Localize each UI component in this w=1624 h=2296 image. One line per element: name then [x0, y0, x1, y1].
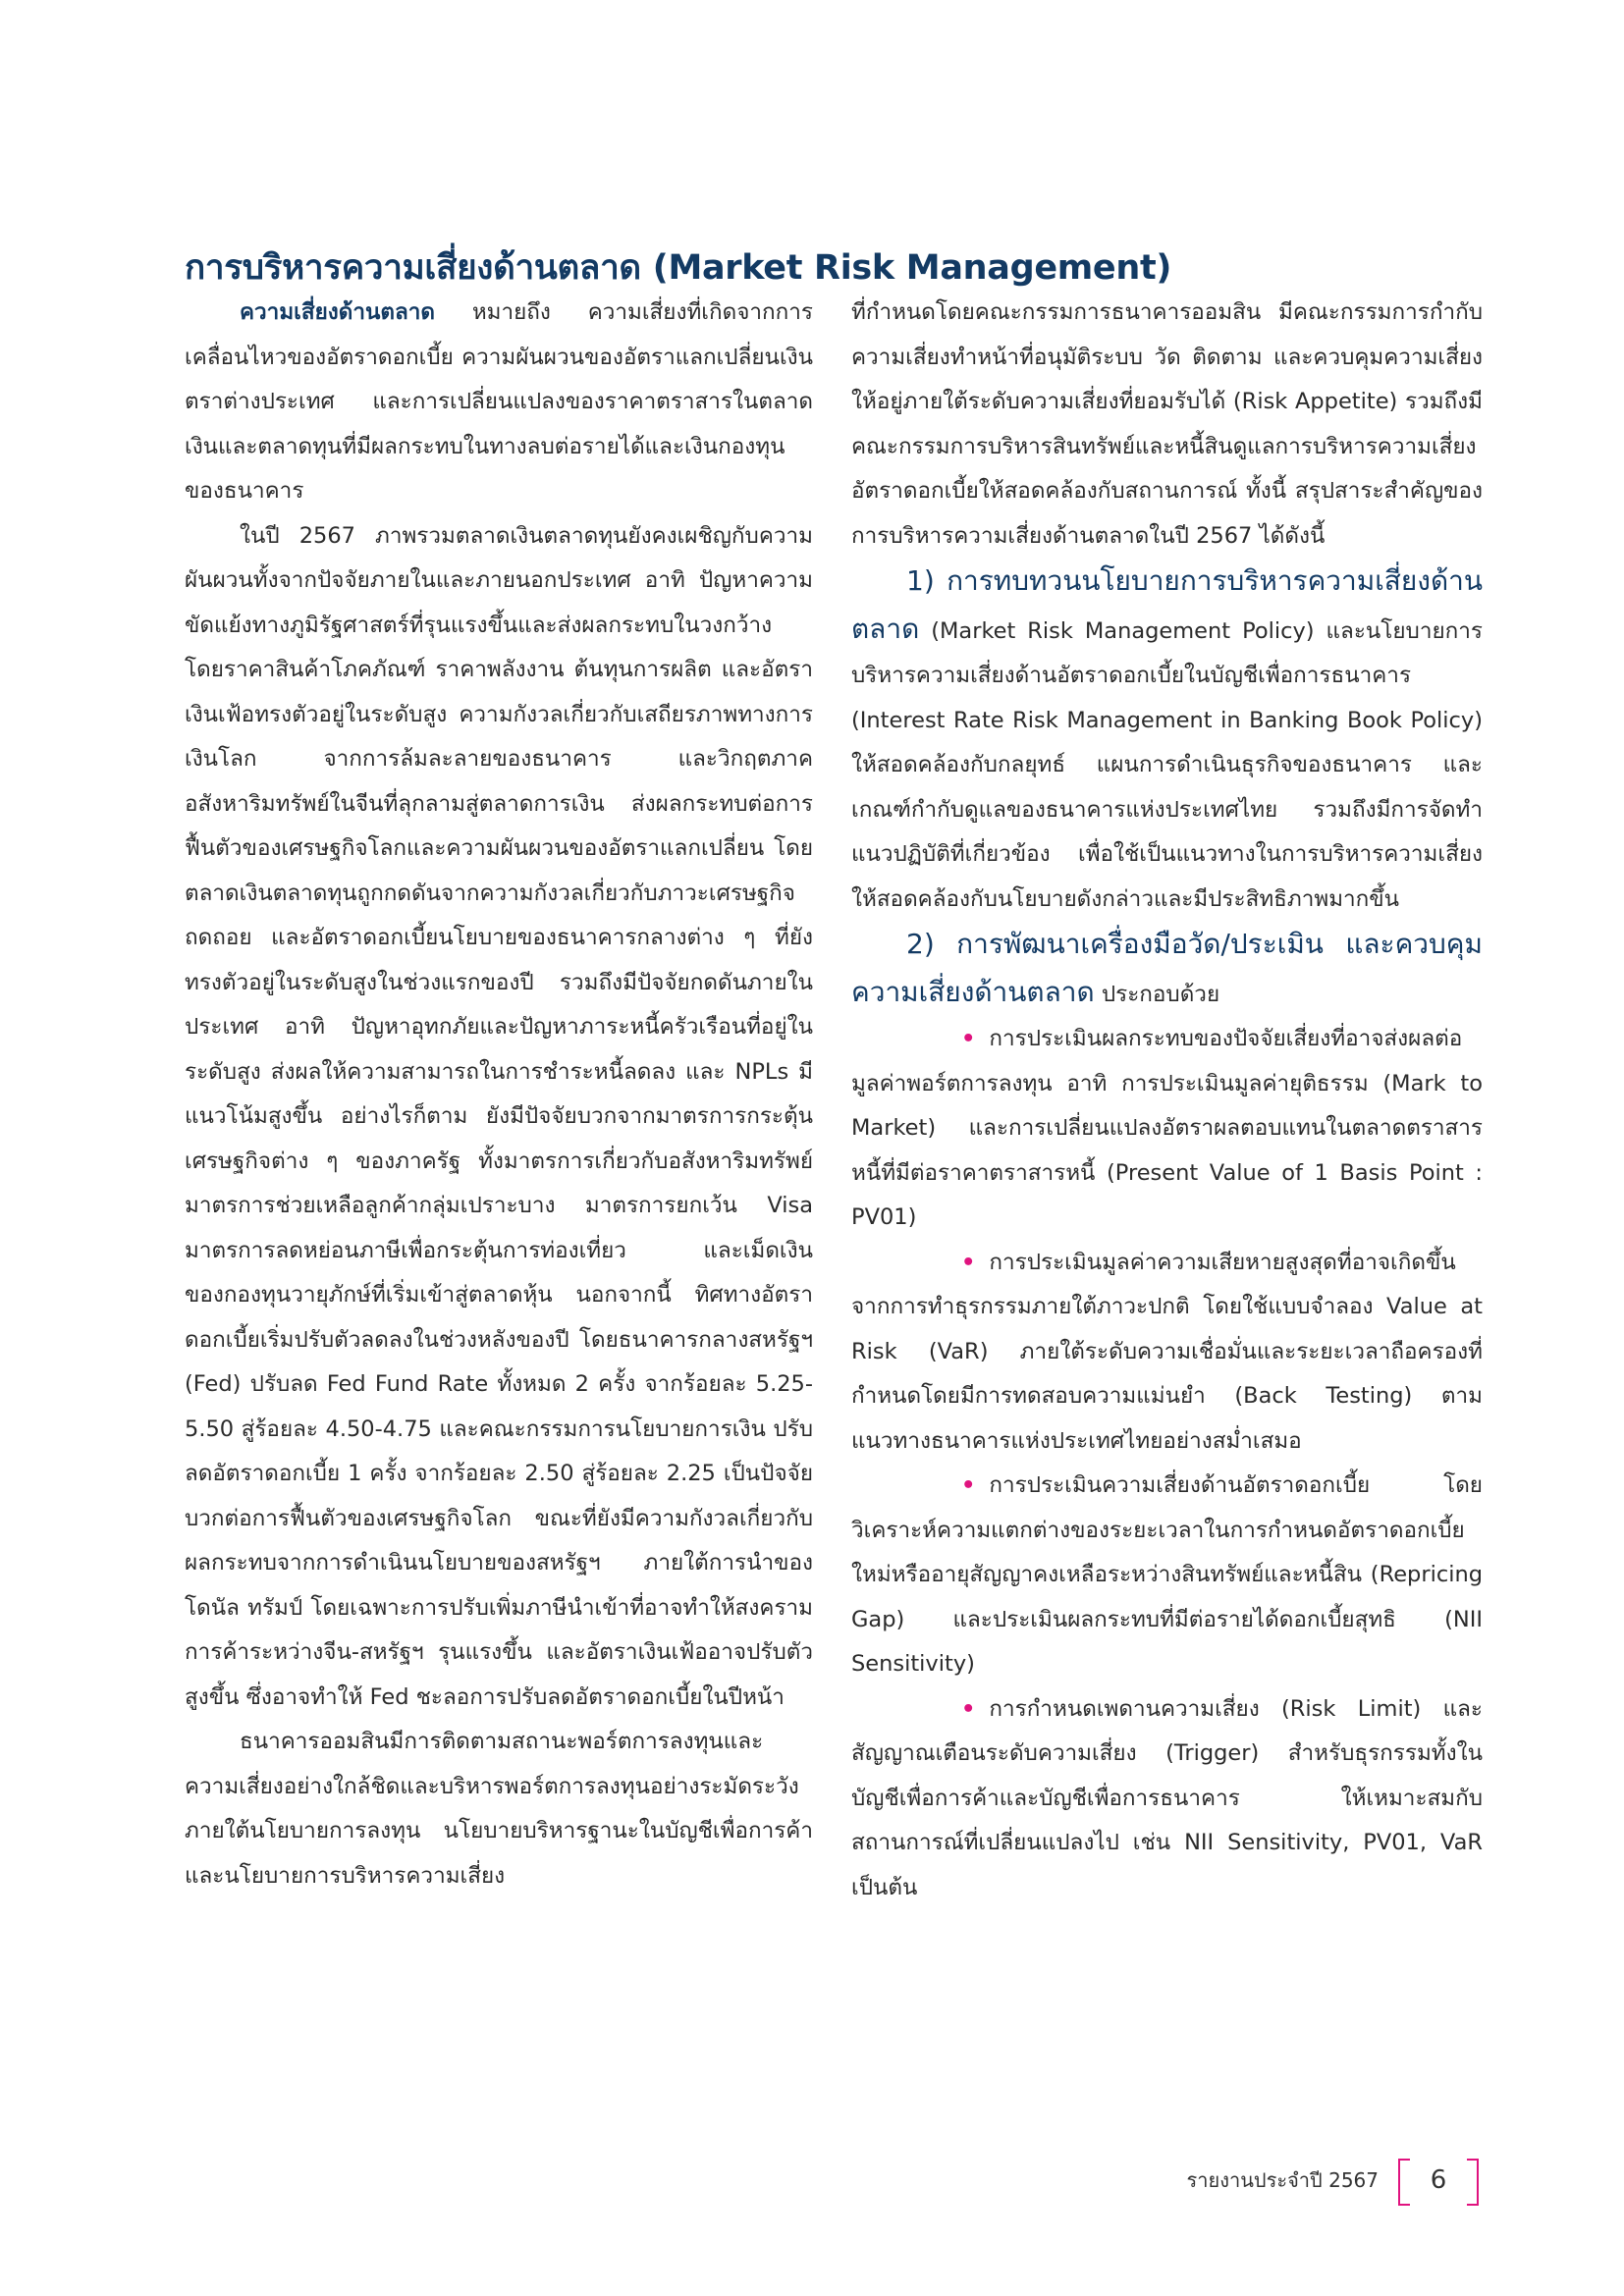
right-bracket-icon: [1467, 2159, 1479, 2206]
section-1-text: (Market Risk Management Policy) และนโยบายการบริหารความเสี่ยงด้านอัตราดอกเบี้ยในบัญชีเพื่อการธนาคาร (Interest Rate Risk Management in Banking Book Policy) ให้สอดคล้องกับกลยุทธ์ แผนการดำเนินธุรกิจของธนาคาร และเกณฑ์กำกับดูแลของธนาคารแห่งประเทศไทย รวมถึงมีการจัดทำแนวปฏิบัติที่เกี่ยวข้อง เพื่อใช้เป็นแนวทางในการบริหารความเสี่ยงให้สอดคล้องกับนโยบายดังกล่าวและมีประสิทธิภาพมากขึ้น: [851, 617, 1483, 912]
bullet-dot-icon: •: [961, 1472, 976, 1498]
gsb-monitoring-paragraph: ธนาคารออมสินมีการติดตามสถานะพอร์ตการลงทุนและความเสี่ยงอย่างใกล้ชิดและบริหารพอร์ตการลงทุนอย่างระมัดระวังภายใต้นโยบายการลงทุน นโยบายบริหารฐานะในบัญชีเพื่อการค้า และนโยบายการบริหารความเสี่ยง: [185, 1729, 813, 1889]
annual-report-label: รายงานประจำปี 2567: [1186, 2168, 1379, 2192]
bullet-dot-icon: •: [961, 1695, 976, 1722]
section-1: [851, 559, 1483, 922]
bullet-text: การประเมินความเสี่ยงด้านอัตราดอกเบี้ย โดยวิเคราะห์ความแตกต่างของระยะเวลาในการกำหนดอัตราดอกเบี้ยใหม่หรืออายุสัญญาคงเหลือระหว่างสินทรัพย์และหนี้สิน (Repricing Gap) และประเมินผลกระทบที่มีต่อรายได้ดอกเบี้ยสุทธิ (NII Sensitivity): [851, 1472, 1483, 1677]
bullet-dot-icon: •: [961, 1026, 976, 1051]
section-2-text: ประกอบด้วย: [1094, 981, 1220, 1007]
market-risk-term: ความเสี่ยงด้านตลาด: [240, 299, 436, 325]
left-bracket-icon: [1398, 2159, 1410, 2206]
section-2-heading: 2) การพัฒนาเครื่องมือวัด/ประเมิน และควบคุมความเสี่ยงด้านตลาด: [851, 928, 1483, 1008]
bullet-dot-icon: •: [961, 1249, 976, 1275]
bullet-text: การกำหนดเพดานความเสี่ยง (Risk Limit) และสัญญาณเตือนระดับความเสี่ยง (Trigger) สำหรับธุรกรรมทั้งในบัญชีเพื่อการค้าและบัญชีเพื่อการธนาคาร ให้เหมาะสมกับสถานการณ์ที่เปลี่ยนแปลงไป เช่น NII Sensitivity, PV01, VaR เป็นต้น: [851, 1695, 1483, 1900]
bullet-text: การประเมินผลกระทบของปัจจัยเสี่ยงที่อาจส่งผลต่อมูลค่าพอร์ตการลงทุน อาทิ การประเมินมูลค่ายุติธรรม (Mark to Market) และการเปลี่ยนแปลงอัตราผลตอบแทนในตลาดตราสารหนี้ที่มีต่อราคาตราสารหนี้ (Present Value of 1 Basis Point : PV01): [851, 1026, 1483, 1230]
section-1-heading: 1) การทบทวนนโยบายการบริหารความเสี่ยงด้านตลาด: [851, 564, 1483, 645]
right-column: [851, 291, 1483, 1910]
bullet-item: [851, 1687, 1483, 1911]
section-2: [851, 922, 1483, 1017]
bullet-item: [851, 1017, 1483, 1241]
left-column: [185, 291, 813, 1898]
page-title: การบริหารความเสี่ยงด้านตลาด (Market Risk Management): [185, 248, 1172, 289]
bullet-item: [851, 1241, 1483, 1465]
page-number-box: [1398, 2159, 1479, 2202]
bullet-text: การประเมินมูลค่าความเสียหายสูงสุดที่อาจเกิดขึ้นจากการทำธุรกรรมภายใต้ภาวะปกติ โดยใช้แบบจำลอง Value at Risk (VaR) ภายใต้ระดับความเชื่อมั่นและระยะเวลาถือครองที่กำหนดโดยมีการทดสอบความแม่นยำ (Back Testing) ตามแนวทางธนาคารแห่งประเทศไทยอย่างสม่ำเสมอ: [851, 1249, 1483, 1454]
definition-paragraph: [185, 291, 813, 514]
bullet-item: [851, 1464, 1483, 1687]
committee-paragraph: ที่กำหนดโดยคณะกรรมการธนาคารออมสิน มีคณะกรรมการกำกับความเสี่ยงทำหน้าที่อนุมัติระบบ วัด ติดตาม และควบคุมความเสี่ยงให้อยู่ภายใต้ระดับความเสี่ยงที่ยอมรับได้ (Risk Appetite) รวมถึงมีคณะกรรมการบริหารสินทรัพย์และหนี้สินดูแลการบริหารความเสี่ยงอัตราดอกเบี้ยให้สอดคล้องกับสถานการณ์ ทั้งนี้ สรุปสาระสำคัญของการบริหารความเสี่ยงด้านตลาดในปี 2567 ได้ดังนี้: [851, 299, 1483, 549]
definition-text: หมายถึง ความเสี่ยงที่เกิดจากการเคลื่อนไหวของอัตราดอกเบี้ย ความผันผวนของอัตราแลกเปลี่ยนเงินตราต่างประเทศ และการเปลี่ยนแปลงของราคาตราสารในตลาดเงินและตลาดทุนที่มีผลกระทบในทางลบต่อรายได้และเงินกองทุนของธนาคาร: [185, 299, 813, 504]
page-footer: [1187, 2156, 1479, 2205]
market-overview-paragraph: ในปี 2567 ภาพรวมตลาดเงินตลาดทุนยังคงเผชิญกับความผันผวนทั้งจากปัจจัยภายในและภายนอกประเทศ อาทิ ปัญหาความขัดแย้งทางภูมิรัฐศาสตร์ที่รุนแรงขึ้นและส่งผลกระทบในวงกว้าง โดยราคาสินค้าโภคภัณฑ์ ราคาพลังงาน ต้นทุนการผลิต และอัตราเงินเฟ้อทรงตัวอยู่ในระดับสูง ความกังวลเกี่ยวกับเสถียรภาพทางการเงินโลก จากการล้มละลายของธนาคาร และวิกฤตภาคอสังหาริมทรัพย์ในจีนที่ลุกลามสู่ตลาดการเงิน ส่งผลกระทบต่อการฟื้นตัวของเศรษฐกิจโลกและความผันผวนของอัตราแลกเปลี่ยน โดยตลาดเงินตลาดทุนถูกกดดันจากความกังวลเกี่ยวกับภาวะเศรษฐกิจถดถอย และอัตราดอกเบี้ยนโยบายของธนาคารกลางต่าง ๆ ที่ยังทรงตัวอยู่ในระดับสูงในช่วงแรกของปี รวมถึงมีปัจจัยกดดันภายในประเทศ อาทิ ปัญหาอุทกภัยและปัญหาภาระหนี้ครัวเรือนที่อยู่ในระดับสูง ส่งผลให้ความสามารถในการชำระหนี้ลดลง และ NPLs มีแนวโน้มสูงขึ้น อย่างไรก็ตาม ยังมีปัจจัยบวกจากมาตรการกระตุ้นเศรษฐกิจต่าง ๆ ของภาครัฐ ทั้งมาตรการเกี่ยวกับอสังหาริมทรัพย์ มาตรการช่วยเหลือลูกค้ากลุ่มเปราะบาง มาตรการยกเว้น Visa มาตรการลดหย่อนภาษีเพื่อกระตุ้นการท่องเที่ยว และเม็ดเงินของกองทุนวายุภักษ์ที่เริ่มเข้าสู่ตลาดหุ้น นอกจากนี้ ทิศทางอัตราดอกเบี้ยเริ่มปรับตัวลดลงในช่วงหลังของปี โดยธนาคารกลางสหรัฐฯ (Fed) ปรับลด Fed Fund Rate ทั้งหมด 2 ครั้ง จากร้อยละ 5.25-5.50 สู่ร้อยละ 4.50-4.75 และคณะกรรมการนโยบายการเงิน ปรับลดอัตราดอกเบี้ย 1 ครั้ง จากร้อยละ 2.50 สู่ร้อยละ 2.25 เป็นปัจจัยบวกต่อการฟื้นตัวของเศรษฐกิจโลก ขณะที่ยังมีความกังวลเกี่ยวกับผลกระทบจากการดำเนินนโยบายของสหรัฐฯ ภายใต้การนำของโดนัล ทรัมป์ โดยเฉพาะการปรับเพิ่มภาษีนำเข้าที่อาจทำให้สงครามการค้าระหว่างจีน-สหรัฐฯ รุนแรงขึ้น และอัตราเงินเฟ้ออาจปรับตัวสูงขึ้น ซึ่งอาจทำให้ Fed ชะลอการปรับลดอัตราดอกเบี้ยในปีหน้า: [185, 522, 813, 1710]
page-number: 6: [1430, 2165, 1447, 2195]
